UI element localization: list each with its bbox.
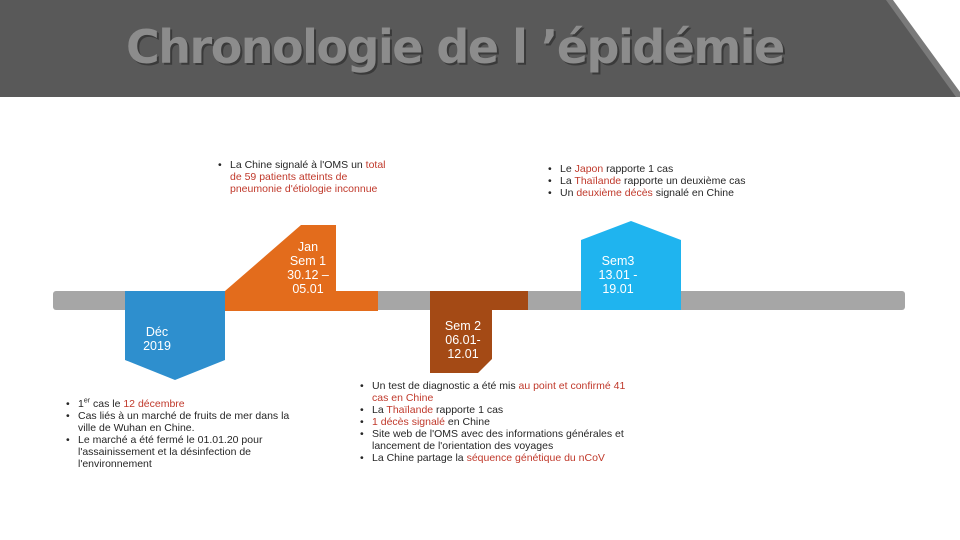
note-sem2-item (358, 452, 626, 464)
note-dec (64, 398, 304, 470)
page-title: Chronologie de l ’épidémie (126, 20, 784, 74)
highlight-text: 1 décès signalé (372, 416, 445, 428)
note-sem2-text: La Chine partage la séquence génétique du nCoV (372, 452, 605, 464)
note-sem3-item (546, 163, 786, 175)
marker-sem3-label: Sem3 13.01 - 19.01 (598, 254, 638, 296)
highlight-text: 12 décembre (123, 398, 185, 410)
superscript-er: er (83, 397, 91, 405)
marker-sem2-label: Sem 2 06.01- 12.01 (444, 319, 482, 361)
marker-sem-2 (430, 291, 528, 374)
note-sem2-item (358, 404, 626, 416)
note-sem1 (216, 159, 386, 195)
marker-dec-label: Déc 2019 (143, 325, 171, 353)
note-sem1-item (216, 159, 386, 195)
note-sem2-item (358, 428, 626, 452)
marker-sem-1 (225, 225, 378, 311)
note-sem3-item (546, 175, 786, 187)
highlight-text: total de 59 patients atteints de pneumonie d'étiologie inconnue (230, 159, 386, 195)
header-band (0, 0, 960, 97)
note-sem3-item (546, 187, 786, 199)
note-sem2-text: Site web de l'OMS avec des informations générales et lancement de l'orientation des voyages (372, 428, 624, 452)
note-dec-text: 1er cas le 12 décembre (78, 397, 185, 410)
note-dec-item (64, 434, 304, 470)
highlight-text: deuxième décès (576, 187, 653, 199)
note-sem2 (358, 380, 626, 464)
highlight-text: séquence génétique du nCoV (466, 452, 605, 464)
highlight-text: au point et confirmé 41 cas en Chine (372, 380, 626, 404)
highlight-text: Thaïlande (386, 404, 434, 416)
note-sem3-text: Le Japon rapporte 1 cas (560, 163, 674, 175)
note-sem2-text: La Thaïlande rapporte 1 cas (372, 404, 504, 416)
marker-sem1-label: Jan Sem 1 30.12 – 05.01 (287, 240, 329, 296)
note-sem3 (546, 163, 786, 199)
note-sem1-text: La Chine signalé à l'OMS un total de 59 patients atteints de pneumonie d'étiologie inconnue (230, 159, 386, 195)
note-dec-text: Cas liés à un marché de fruits de mer dans la ville de Wuhan en Chine. (78, 410, 290, 434)
note-sem3-text: Un deuxième décès signalé en Chine (560, 187, 734, 199)
note-dec-text: Le marché a été fermé le 01.01.20 pour l'assainissement et la désinfection de l'environnement (78, 434, 263, 470)
marker-sem-3 (581, 221, 681, 310)
note-sem3-text: La Thaïlande rapporte un deuxième cas (560, 175, 746, 187)
marker-dec-2019 (125, 291, 225, 381)
note-dec-item (64, 398, 304, 410)
highlight-text: Japon (574, 163, 604, 175)
highlight-text: Thaïlande (574, 175, 622, 187)
note-sem2-text: 1 décès signalé en Chine (372, 416, 490, 428)
note-dec-item (64, 410, 304, 434)
note-sem2-item (358, 380, 626, 404)
note-sem2-item (358, 416, 626, 428)
note-sem2-text: Un test de diagnostic a été mis au point et confirmé 41 cas en Chine (372, 380, 626, 404)
